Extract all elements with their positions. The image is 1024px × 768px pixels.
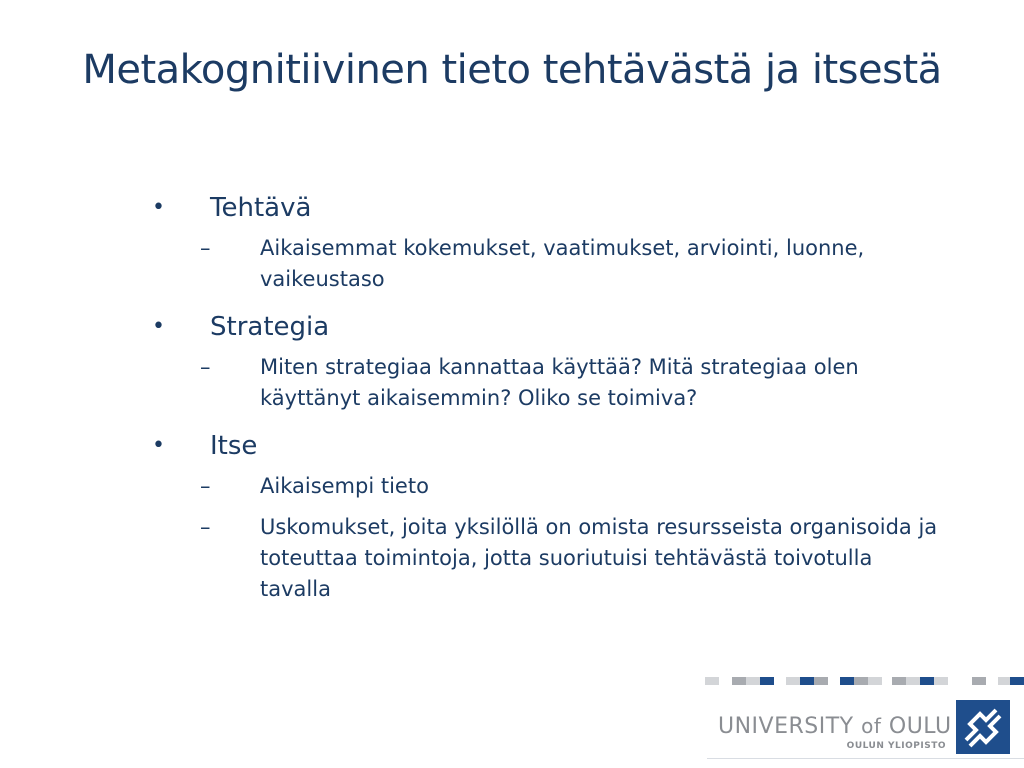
bullet-marker: • <box>152 195 165 220</box>
emblem-graphic <box>956 700 1010 754</box>
sub-item-text: Miten strategiaa kannattaa käyttää? Mitä strategiaa olen käyttänyt aikaisemmin? Oliko se toimiva? <box>260 355 859 410</box>
bullet-label: Tehtävä <box>210 193 312 223</box>
logo-baseline-divider <box>707 758 1024 759</box>
bullet-item-itse <box>148 424 938 468</box>
decor-square <box>972 677 986 685</box>
decor-square <box>746 677 760 685</box>
university-wordmark <box>718 713 952 740</box>
decor-square <box>705 677 719 685</box>
dash-marker: – <box>200 515 211 539</box>
decor-square <box>814 677 828 685</box>
bullet-marker: • <box>152 433 165 458</box>
sub-item <box>148 233 938 295</box>
sub-item <box>148 352 938 414</box>
wordmark-university: UNIVERSITY <box>718 714 862 739</box>
decorative-square-strip <box>700 677 1024 687</box>
bullet-label: Itse <box>210 431 258 461</box>
university-subname: OULUN YLIOPISTO <box>846 741 946 751</box>
decor-square <box>800 677 814 685</box>
decor-square <box>934 677 948 685</box>
sub-item <box>148 471 938 502</box>
decor-square <box>892 677 906 685</box>
bullet-item-tehtava <box>148 186 938 230</box>
dash-marker: – <box>200 236 211 260</box>
decor-square <box>1010 677 1024 685</box>
decor-square <box>732 677 746 685</box>
decor-square <box>760 677 774 685</box>
bullet-item-strategia <box>148 305 938 349</box>
bullet-label: Strategia <box>210 312 330 342</box>
decor-square <box>854 677 868 685</box>
university-emblem-icon <box>956 700 1010 754</box>
sub-item-text: Aikaisempi tieto <box>260 474 429 498</box>
wordmark-of: of <box>861 714 882 738</box>
dash-marker: – <box>200 474 211 498</box>
sub-item <box>148 512 938 605</box>
bullet-marker: • <box>152 314 165 339</box>
sub-item-text: Aikaisemmat kokemukset, vaatimukset, arviointi, luonne, vaikeustaso <box>260 236 865 291</box>
decor-square <box>920 677 934 685</box>
decor-square <box>786 677 800 685</box>
decor-square <box>840 677 854 685</box>
decor-square <box>868 677 882 685</box>
wordmark-oulu: OULU <box>881 714 952 739</box>
sub-item-text: Uskomukset, joita yksilöllä on omista resursseista organisoida ja toteuttaa toimintoja, jotta suoriutuisi tehtävästä toivotulla tavalla <box>260 515 938 601</box>
dash-marker: – <box>200 355 211 379</box>
slide-title: Metakognitiivinen tieto tehtävästä ja itsestä <box>82 47 942 93</box>
decor-square <box>906 677 920 685</box>
bullet-list <box>148 186 938 615</box>
